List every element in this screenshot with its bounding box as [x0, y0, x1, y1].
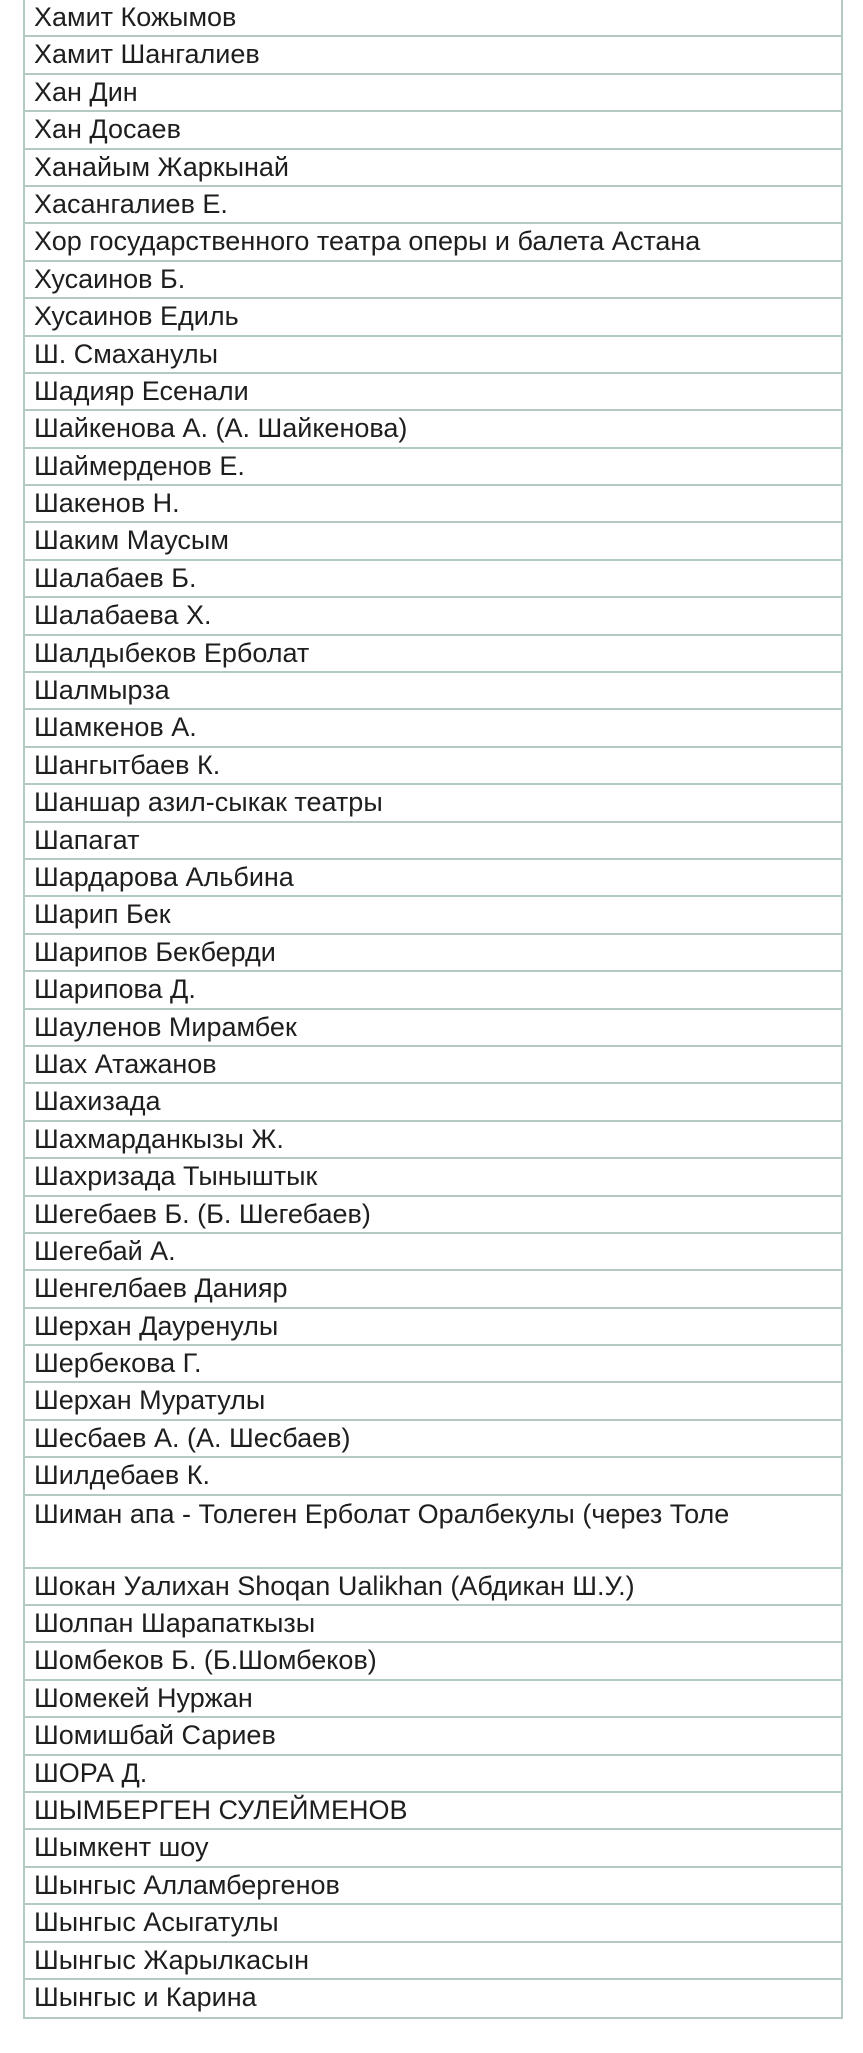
list-item: Ханайым Жаркынай — [25, 150, 841, 187]
list-item: Шерхан Дауренулы — [25, 1309, 841, 1346]
list-item: ШОРА Д. — [25, 1756, 841, 1793]
list-item: Шардарова Альбина — [25, 860, 841, 897]
list-item: Шапагат — [25, 823, 841, 860]
list-item: Шынгыс Алламбергенов — [25, 1868, 841, 1905]
list-item: Шесбаев А. (А. Шесбаев) — [25, 1421, 841, 1458]
list-item: Шолпан Шарапаткызы — [25, 1606, 841, 1643]
list-item: Шомекей Нуржан — [25, 1681, 841, 1718]
list-item: Шахризада Тыныштык — [25, 1159, 841, 1196]
list-item: Шаншар азил-сыкак театры — [25, 785, 841, 822]
list-item: Шамкенов А. — [25, 710, 841, 747]
list-item: Хусаинов Едиль — [25, 299, 841, 336]
list-item: Шахизада — [25, 1084, 841, 1121]
list-item: Шокан Уалихан Shoqan Ualikhan (Абдикан Ш.У.) — [25, 1569, 841, 1606]
list-item: Шенгелбаев Данияр — [25, 1271, 841, 1308]
names-table — [23, 0, 843, 2019]
list-item: Шалмырза — [25, 673, 841, 710]
list-item: Шегебаев Б. (Б. Шегебаев) — [25, 1197, 841, 1234]
list-item: Шайкенова А. (А. Шайкенова) — [25, 411, 841, 448]
list-item: Шымкент шоу — [25, 1830, 841, 1867]
list-item: Шынгыс Асыгатулы — [25, 1905, 841, 1942]
list-item: ШЫМБЕРГЕН СУЛЕЙМЕНОВ — [25, 1793, 841, 1830]
list-item: Шауленов Мирамбек — [25, 1010, 841, 1047]
list-item: Шынгыс и Карина — [34, 1981, 257, 2012]
list-item: Шаким Маусым — [25, 523, 841, 560]
list-item: Шиман апа - Толеген Ерболат Оралбекулы (через Толе — [25, 1496, 841, 1569]
list-item: Шакенов Н. — [25, 486, 841, 523]
list-item: Шангытбаев К. — [25, 748, 841, 785]
list-item: Шарипов Бекберди — [25, 935, 841, 972]
list-item: Хамит Кожымов — [25, 0, 841, 37]
list-item: Шерхан Муратулы — [25, 1383, 841, 1420]
list-item: Шарип Бек — [25, 897, 841, 934]
list-item: Шахмарданкызы Ж. — [25, 1122, 841, 1159]
list-item: Шалабаева Х. — [25, 598, 841, 635]
list-item: Шалдыбеков Ерболат — [25, 636, 841, 673]
list-item: Шах Атажанов — [25, 1047, 841, 1084]
list-item: Хор государственного театра оперы и балета Астана — [25, 224, 841, 261]
list-item: Шадияр Есенали — [25, 374, 841, 411]
list-item: Хан Досаев — [25, 112, 841, 149]
list-item: Шынгыс Жарылкасын — [25, 1943, 841, 1980]
list-item: Шербекова Г. — [25, 1346, 841, 1383]
list-item: Шарипова Д. — [25, 972, 841, 1009]
list-item: Ш. Смаханулы — [25, 337, 841, 374]
list-item: Шомишбай Сариев — [25, 1718, 841, 1755]
list-item: Шилдебаев К. — [25, 1458, 841, 1495]
list-item: Хан Дин — [25, 75, 841, 112]
list-item: Шалабаев Б. — [25, 561, 841, 598]
list-item: Хамит Шангалиев — [25, 37, 841, 74]
list-item: Шомбеков Б. (Б.Шомбеков) — [25, 1643, 841, 1680]
list-item: Хусаинов Б. — [25, 262, 841, 299]
list-item: Шаймерденов Е. — [25, 449, 841, 486]
list-item: Шегебай А. — [25, 1234, 841, 1271]
list-item: Хасангалиев Е. — [25, 187, 841, 224]
